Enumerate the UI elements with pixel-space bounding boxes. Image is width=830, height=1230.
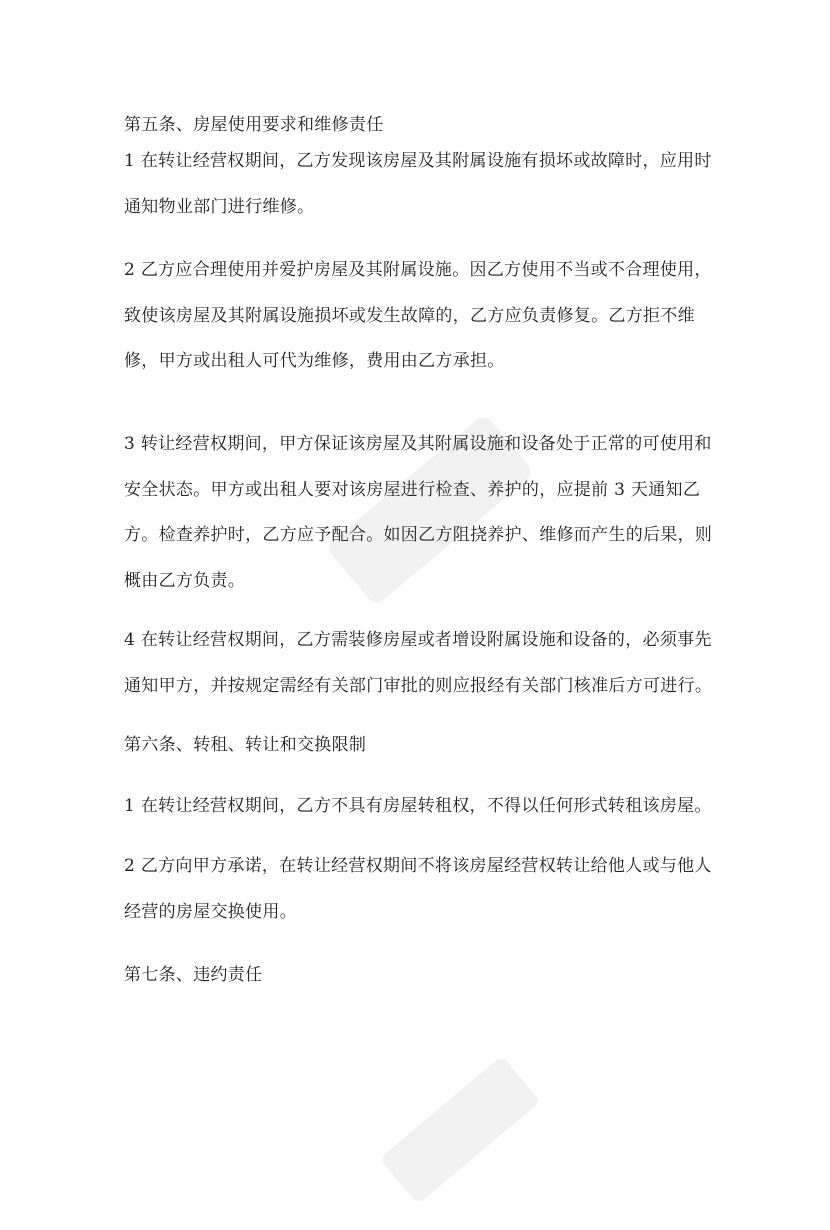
article-6-heading	[124, 723, 724, 769]
text-line: 第五条、房屋使用要求和维修责任	[124, 115, 384, 135]
text-line: 安全状态。甲方或出租人要对该房屋进行检查、养护的，应提前 3 天通知乙	[124, 479, 701, 500]
text-line: 第六条、转租、转让和交换限制	[124, 735, 367, 755]
text-line: 经营的房屋交换使用。	[124, 901, 297, 922]
watermark-logo	[360, 1030, 560, 1230]
text-line: 1 在转让经营权期间，乙方不具有房屋转租权，不得以任何形式转租该房屋。	[124, 796, 712, 816]
article-5-clause-1	[124, 139, 724, 230]
text-line: 通知物业部门进行维修。	[124, 196, 315, 217]
text-line: 2 乙方应合理使用并爱护房屋及其附属设施。因乙方使用不当或不合理使用，	[124, 260, 712, 280]
text-line: 通知甲方，并按规定需经有关部门审批的则应报经有关部门核准后方可进行。	[124, 675, 713, 696]
text-line: 3 转让经营权期间，甲方保证该房屋及其附属设施和设备处于正常的可使用和	[124, 434, 712, 454]
text-line: 致使该房屋及其附属设施损坏或发生故障的，乙方应负责修复。乙方拒不维	[124, 305, 695, 326]
article-7-heading	[124, 953, 724, 999]
article-5-clause-4	[124, 618, 724, 709]
article-6-clause-2	[124, 844, 724, 935]
article-5-clause-3	[124, 422, 724, 604]
article-5-clause-2	[124, 248, 724, 385]
text-line: 概由乙方负责。	[124, 570, 246, 591]
article-6-clause-1	[124, 784, 724, 830]
text-line: 2 乙方向甲方承诺，在转让经营权期间不将该房屋经营权转让给他人或与他人	[124, 856, 712, 876]
text-line: 第七条、违约责任	[124, 965, 263, 985]
text-line: 1 在转让经营权期间，乙方发现该房屋及其附属设施有损坏或故障时，应用时	[124, 151, 712, 171]
text-line: 方。检查养护时，乙方应予配合。如因乙方阻挠养护、维修而产生的后果，则	[124, 525, 713, 545]
text-line: 修，甲方或出租人可代为维修，费用由乙方承担。	[124, 351, 505, 371]
text-line: 4 在转让经营权期间，乙方需装修房屋或者增设附属设施和设备的，必须事先	[124, 630, 712, 650]
